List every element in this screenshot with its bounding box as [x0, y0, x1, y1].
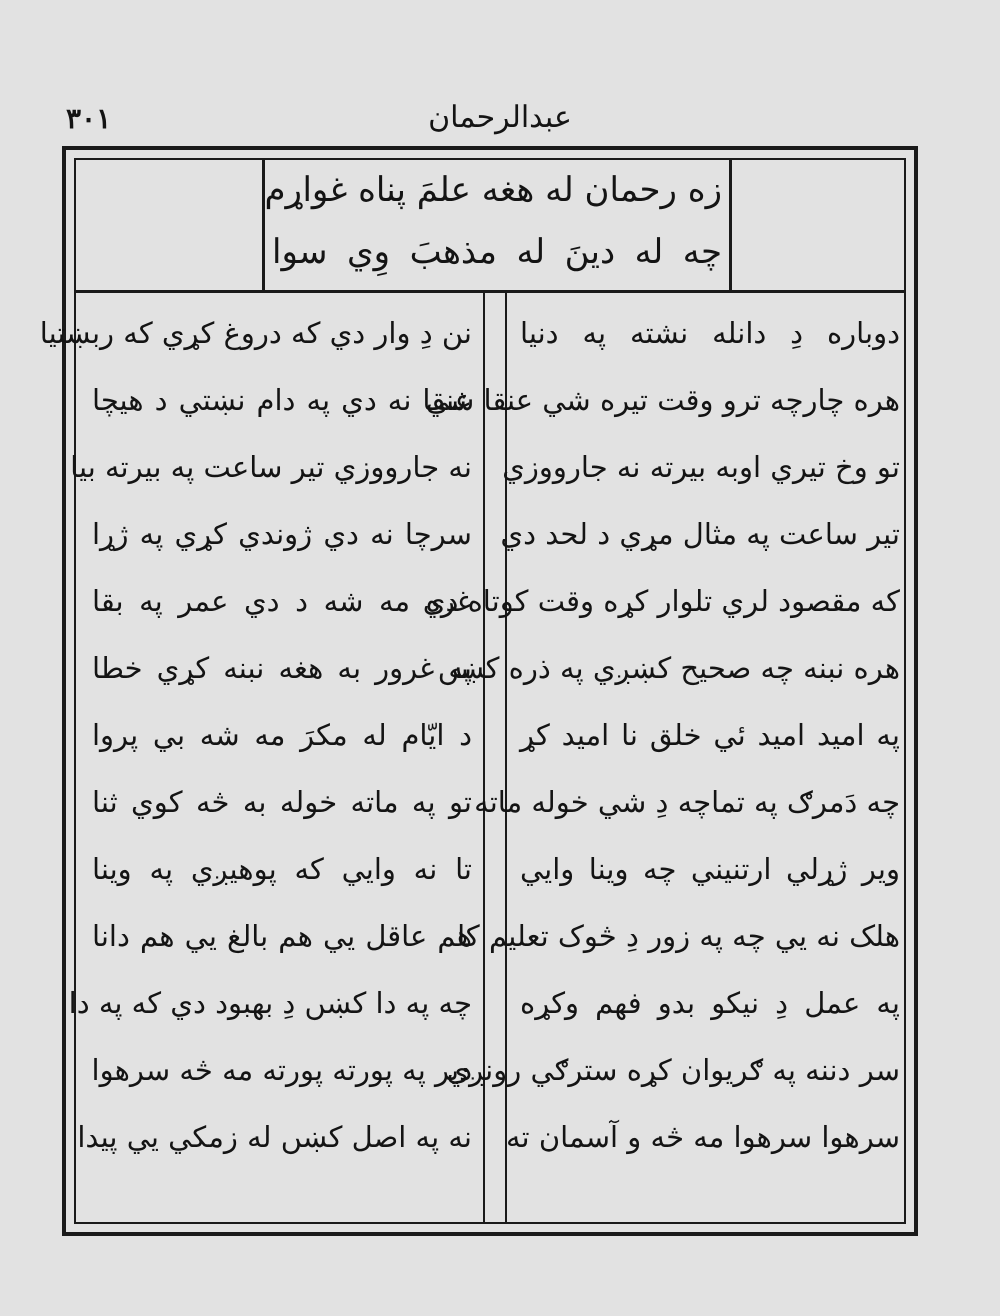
verse-line: هره چارچه ترو وقت تیره شي عنقا شي [425, 383, 900, 417]
verse-line: سر دننه په ګریوان کړه سترګي رونږي [446, 1053, 900, 1087]
right-verse-column [422, 300, 900, 1220]
verse-line: ویر ژړلي ارتنیني چه وینا وایي [520, 852, 900, 886]
verse-line: تو وخ تیري اوبه بیرته نه جارووزي [502, 450, 900, 484]
verse-line: عنقا نه دي په دام نښتي د هیچا [92, 383, 472, 417]
verse-line: تو په ماته خوله به څه کوي ثنا [92, 785, 473, 819]
verse-line: تیر ساعت په مثال مړي د لحد دي [500, 517, 900, 551]
verse-line: نه جارووزي تیر ساعت په بیرته بیا [70, 450, 472, 484]
verse-line: سرچا نه دي ژوندي کړي په ژړا [92, 517, 472, 551]
verse-line: دیر په پورته پورته مه څه سرهوا [91, 1053, 472, 1087]
verse-line: غره مه شه د دي عمر په بقا [92, 584, 472, 618]
verse-line: هم عاقل يي هم بالغ يي هم دانا [92, 919, 472, 953]
left-verse-column [39, 300, 473, 1220]
verse-line: په امید امید ئي خلق نا امید کړ [520, 718, 900, 752]
verse-line: نه په اصل کښں له زمکي يي پیدا [77, 1120, 472, 1154]
verse-line: نن دِ وار دي که دروغ کړي که ربښتیا [39, 316, 472, 350]
verse-line: تا نه وایي که پوهیږي په وینا [92, 852, 472, 886]
verse-line: په غرور به هغه نبنه کړي خطا [92, 651, 472, 685]
verse-line: هره نبنه چه صحیح کښږي په ذره کښں [437, 651, 900, 685]
verse-line: که مقصود لري تلوار کړه وقت کوتاه دي [422, 584, 900, 618]
verse-line: د ایّام له مکرَ مه شه بي پروا [92, 718, 472, 752]
verse-line: چه دَمرګ په تماچه دِ شي خوله ماته [474, 785, 900, 819]
verse-line: دوباره دِ دانله نشته په دنیا [520, 316, 900, 350]
verse-line: سرهوا سرهوا مه څه و آسمان ته [505, 1120, 900, 1154]
page-number: ۳۰۱ [66, 102, 112, 135]
featured-couplet-line-2: چه له دینَ له مذهبَ وِي سوا [272, 232, 722, 272]
verse-line: په عمل دِ نیکو بدو فهم وکړه [520, 986, 900, 1020]
verse-line: چه په دا کښں دِ بهبود دي که په دا [68, 986, 472, 1020]
verse-line: هلک نه يي چه په زور دِ څوک تعلیم کا [457, 919, 900, 953]
featured-couplet-line-1: زه رحمان له هغه علمَ پناه غواړم [264, 170, 722, 210]
page-header-title: عبدالرحمان [428, 100, 572, 135]
